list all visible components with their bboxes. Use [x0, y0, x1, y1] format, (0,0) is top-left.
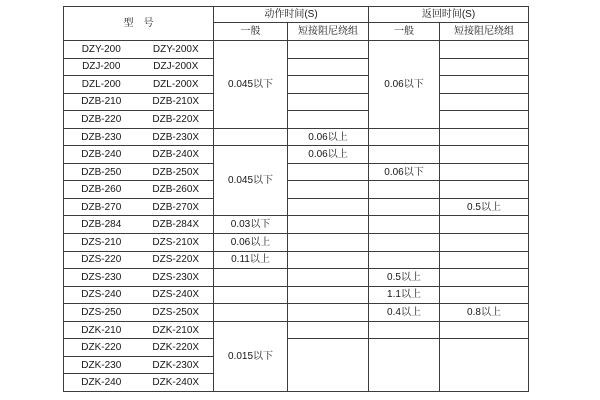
model-pair — [64, 325, 213, 336]
model-primary: DZS-240 — [81, 289, 122, 301]
empty-cell-act_damped — [288, 181, 369, 199]
header-action-damped-winding: 短接阻尼绕组 — [288, 23, 369, 41]
model-pair — [64, 272, 213, 283]
model-primary: DZB-250 — [81, 166, 122, 178]
table-row — [64, 304, 529, 322]
model-primary: DZB-230 — [81, 131, 122, 143]
model-pair — [64, 219, 213, 230]
empty-cell-ret_general — [369, 321, 440, 339]
model-variant: DZS-220X — [152, 254, 200, 266]
model-variant: DZK-230X — [152, 359, 200, 371]
model-variant: DZK-220X — [152, 342, 200, 354]
empty-cell-act_damped — [288, 251, 369, 269]
header-model: 型 号 — [64, 7, 214, 41]
model-variant: DZB-260X — [152, 184, 200, 196]
model-variant: DZB-270X — [152, 201, 200, 213]
empty-cell-ret_general — [369, 251, 440, 269]
empty-cell-act_damped — [288, 163, 369, 181]
empty-cell-ret_damped — [440, 41, 529, 59]
value-cell-act_general: 0.03以下 — [214, 216, 288, 234]
model-pair — [64, 289, 213, 300]
empty-cell-ret_damped — [440, 76, 529, 94]
model-pair — [64, 79, 213, 90]
header-group-row — [64, 7, 529, 23]
model-cell — [64, 111, 214, 129]
model-pair — [64, 377, 213, 388]
empty-cell-act_damped — [288, 286, 369, 304]
empty-cell-ret_damped — [440, 339, 529, 392]
model-cell — [64, 58, 214, 76]
table-row — [64, 198, 529, 216]
model-pair — [64, 167, 213, 178]
empty-cell-act_damped — [288, 198, 369, 216]
model-cell — [64, 234, 214, 252]
model-cell — [64, 198, 214, 216]
model-primary: DZS-220 — [81, 254, 122, 266]
table-row — [64, 339, 529, 357]
table-row — [64, 251, 529, 269]
model-primary: DZB-270 — [81, 201, 122, 213]
empty-cell-act_general — [214, 286, 288, 304]
empty-cell-ret_damped — [440, 111, 529, 129]
model-cell — [64, 304, 214, 322]
model-cell — [64, 356, 214, 374]
table-row — [64, 286, 529, 304]
header-action-time: 动作时间(S) — [214, 7, 369, 23]
model-cell — [64, 128, 214, 146]
model-primary: DZB-220 — [81, 113, 122, 125]
table-row — [64, 163, 529, 181]
model-variant: DZS-210X — [152, 236, 200, 248]
table-row — [64, 58, 529, 76]
model-variant: DZJ-200X — [153, 61, 199, 73]
value-cell-ret_general: 0.06以下 — [369, 41, 440, 129]
model-variant: DZK-210X — [152, 324, 200, 336]
empty-cell-act_general — [214, 269, 288, 287]
empty-cell-ret_damped — [440, 321, 529, 339]
model-pair — [64, 254, 213, 265]
model-pair — [64, 307, 213, 318]
header-return-damped-winding: 短接阻尼绕组 — [440, 23, 529, 41]
table-row — [64, 216, 529, 234]
model-pair — [64, 61, 213, 72]
model-cell — [64, 163, 214, 181]
empty-cell-ret_damped — [440, 234, 529, 252]
model-cell — [64, 146, 214, 164]
table-row — [64, 269, 529, 287]
model-primary: DZK-210 — [81, 324, 122, 336]
empty-cell-act_damped — [288, 93, 369, 111]
empty-cell-ret_damped — [440, 128, 529, 146]
value-cell-ret_damped: 0.5以上 — [440, 198, 529, 216]
value-cell-act_general: 0.045以下 — [214, 146, 288, 216]
model-primary: DZS-210 — [81, 236, 122, 248]
model-variant: DZB-210X — [152, 96, 200, 108]
model-primary: DZS-250 — [81, 306, 122, 318]
empty-cell-act_damped — [288, 111, 369, 129]
table-row — [64, 76, 529, 94]
table-body — [64, 41, 529, 392]
empty-cell-act_damped — [288, 216, 369, 234]
model-cell — [64, 41, 214, 59]
empty-cell-act_damped — [288, 321, 369, 339]
model-cell — [64, 286, 214, 304]
model-cell — [64, 321, 214, 339]
value-cell-act_damped: 0.06以上 — [288, 128, 369, 146]
value-cell-act_damped: 0.06以上 — [288, 146, 369, 164]
empty-cell-ret_damped — [440, 58, 529, 76]
model-pair — [64, 44, 213, 55]
model-cell — [64, 76, 214, 94]
empty-cell-ret_damped — [440, 251, 529, 269]
model-variant: DZY-200X — [152, 43, 199, 55]
value-cell-ret_general: 1.1以上 — [369, 286, 440, 304]
empty-cell-ret_damped — [440, 93, 529, 111]
model-pair — [64, 149, 213, 160]
empty-cell-ret_general — [369, 339, 440, 392]
model-primary: DZB-240 — [81, 149, 122, 161]
empty-cell-act_damped — [288, 234, 369, 252]
model-primary: DZL-200 — [81, 78, 121, 90]
table-row — [64, 146, 529, 164]
model-variant: DZS-230X — [152, 271, 200, 283]
model-variant: DZB-284X — [152, 219, 200, 231]
value-cell-ret_general: 0.06以下 — [369, 163, 440, 181]
model-variant: DZS-240X — [152, 289, 200, 301]
empty-cell-act_damped — [288, 304, 369, 322]
model-cell — [64, 251, 214, 269]
model-variant: DZB-250X — [152, 166, 200, 178]
header-return-general: 一般 — [369, 23, 440, 41]
empty-cell-ret_general — [369, 128, 440, 146]
model-pair — [64, 96, 213, 107]
model-pair — [64, 202, 213, 213]
model-variant: DZK-240X — [152, 377, 200, 389]
value-cell-ret_general: 0.4以上 — [369, 304, 440, 322]
empty-cell-ret_general — [369, 234, 440, 252]
model-cell — [64, 269, 214, 287]
table-row — [64, 41, 529, 59]
model-cell — [64, 216, 214, 234]
value-cell-act_general: 0.06以上 — [214, 234, 288, 252]
model-primary: DZB-210 — [81, 96, 122, 108]
model-pair — [64, 237, 213, 248]
empty-cell-act_general — [214, 304, 288, 322]
model-cell — [64, 374, 214, 392]
value-cell-ret_general: 0.5以上 — [369, 269, 440, 287]
empty-cell-ret_damped — [440, 181, 529, 199]
empty-cell-act_damped — [288, 58, 369, 76]
model-variant: DZS-250X — [152, 306, 200, 318]
model-pair — [64, 342, 213, 353]
empty-cell-ret_general — [369, 181, 440, 199]
empty-cell-ret_damped — [440, 269, 529, 287]
table-row — [64, 93, 529, 111]
model-pair — [64, 114, 213, 125]
empty-cell-ret_general — [369, 216, 440, 234]
table-row — [64, 181, 529, 199]
model-primary: DZJ-200 — [82, 61, 121, 73]
model-primary: DZB-260 — [81, 184, 122, 196]
empty-cell-ret_damped — [440, 216, 529, 234]
empty-cell-act_damped — [288, 41, 369, 59]
relay-spec-table — [63, 6, 529, 392]
model-variant: DZB-240X — [152, 149, 200, 161]
header-action-general: 一般 — [214, 23, 288, 41]
header-return-time: 返回时间(S) — [369, 7, 529, 23]
model-primary: DZK-240 — [81, 377, 122, 389]
model-cell — [64, 339, 214, 357]
empty-cell-act_damped — [288, 269, 369, 287]
model-cell — [64, 181, 214, 199]
model-variant: DZL-200X — [152, 78, 199, 90]
empty-cell-ret_damped — [440, 286, 529, 304]
table-row — [64, 111, 529, 129]
model-primary: DZK-230 — [81, 359, 122, 371]
model-primary: DZB-284 — [81, 219, 122, 231]
model-variant: DZB-230X — [152, 131, 200, 143]
table-row — [64, 321, 529, 339]
value-cell-ret_damped: 0.8以上 — [440, 304, 529, 322]
empty-cell-ret_general — [369, 198, 440, 216]
model-cell — [64, 93, 214, 111]
empty-cell-ret_damped — [440, 146, 529, 164]
value-cell-act_general: 0.015以下 — [214, 321, 288, 391]
table-row — [64, 234, 529, 252]
empty-cell-ret_general — [369, 146, 440, 164]
value-cell-act_general: 0.045以下 — [214, 41, 288, 129]
model-primary: DZK-220 — [81, 342, 122, 354]
model-pair — [64, 132, 213, 143]
model-pair — [64, 360, 213, 371]
value-cell-act_general: 0.11以上 — [214, 251, 288, 269]
empty-cell-ret_damped — [440, 163, 529, 181]
model-primary: DZS-230 — [81, 271, 122, 283]
model-variant: DZB-220X — [152, 113, 200, 125]
empty-cell-act_damped — [288, 339, 369, 392]
table-row — [64, 128, 529, 146]
model-primary: DZY-200 — [81, 43, 121, 55]
empty-cell-act_general — [214, 128, 288, 146]
model-pair — [64, 184, 213, 195]
empty-cell-act_damped — [288, 76, 369, 94]
